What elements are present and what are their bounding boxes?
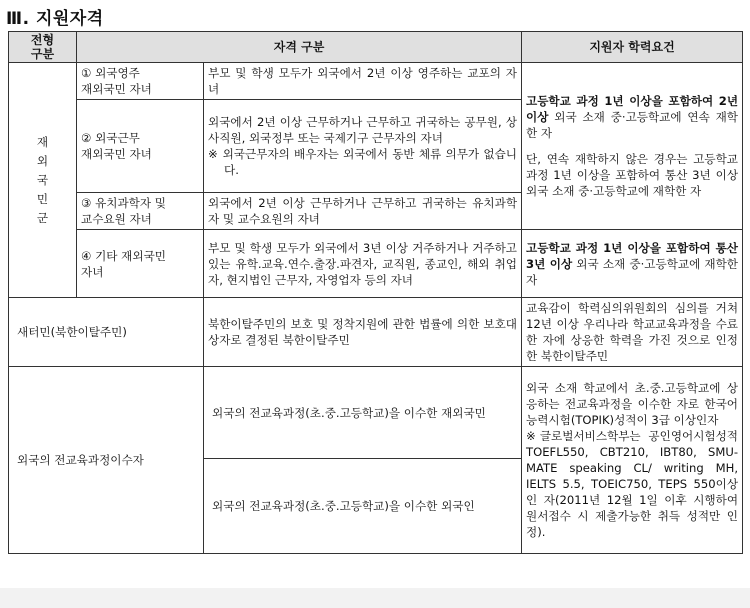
qualification-note: ※ 외국근무자의 배우자는 외국에서 동반 체류 의무가 없습니다. xyxy=(208,147,518,177)
group-label-full-curriculum: 외국의 전교육과정이수자 xyxy=(9,367,204,554)
qualification-table xyxy=(8,31,743,554)
header-type: 전형 구분 xyxy=(9,32,77,63)
qualification-desc: 부모 및 학생 모두가 외국에서 2년 이상 영주하는 교포의 자녀 xyxy=(204,63,522,100)
qualification-desc: 외국의 전교육과정(초.중.고등학교)을 이수한 외국인 xyxy=(204,459,522,554)
group-label-defector: 새터민(북한이탈주민) xyxy=(9,298,204,367)
section-heading: Ⅲ. 지원자격 xyxy=(6,9,104,29)
qualification-name: ② 외국근무 재외국민 자녀 xyxy=(77,100,204,193)
header-row xyxy=(9,32,743,63)
footer-bar xyxy=(0,588,750,608)
qualification-desc: 북한이탈주민의 보호 및 정착지원에 관한 법률에 의한 보호대상자로 결정된 북한이탈주민 xyxy=(204,298,522,367)
qualification-name: ③ 유치과학자 및 교수요원 자녀 xyxy=(77,193,204,230)
table-row xyxy=(9,230,743,298)
education-requirement: 고등학교 과정 1년 이상을 포함하여 2년 이상 외국 소재 중·고등학교에 연속 재학한 자 단, 연속 재학하지 않은 경우는 고등학교 과정 1년 이상을 포함하여 통산 3년 이상 외국 소재 중·고등학교에 재학한 자 xyxy=(522,63,743,230)
header-education: 지원자 학력요건 xyxy=(522,32,743,63)
table-row xyxy=(9,298,743,367)
qualification-desc: 외국에서 2년 이상 근무하거나 근무하고 귀국하는 공무원, 상사직원, 외국정부 또는 국제기구 근무자의 자녀 ※ 외국근무자의 배우자는 외국에서 동반 체류 의무가 없습니다. xyxy=(204,100,522,193)
education-requirement: 고등학교 과정 1년 이상을 포함하여 통산 3년 이상 외국 소재 중·고등학교에 재학한 자 xyxy=(522,230,743,298)
table-row xyxy=(9,367,743,459)
header-qualification: 자격 구분 xyxy=(77,32,522,63)
qualification-desc: 외국에서 2년 이상 근무하거나 근무하고 귀국하는 유치과학자 및 교수요원의 자녀 xyxy=(204,193,522,230)
group-label-overseas: 재 외 국 민 군 xyxy=(9,63,77,298)
education-requirement: 외국 소재 학교에서 초.중.고등학교에 상응하는 전교육과정을 이수한 자로 한국어능력시험(TOPIK)성적이 3급 이상인자 ※글로벌서비스학부는 공인영어시험성적 TOEFL550, CBT210, IBT80, SMU-MATE speaking CL/ writing MH, IELTS 5.5, TOEIC750, TEPS 550이상인 자(2011년 12월 1일 이후 시행하여 원서접수 시 제출가능한 취득 성적만 인정). xyxy=(522,367,743,554)
qualification-desc: 외국의 전교육과정(초.중.고등학교)을 이수한 재외국민 xyxy=(204,367,522,459)
education-requirement: 교육감이 학력심의위원회의 심의를 거쳐 12년 이상 우리나라 학교교육과정을 수료한 자에 상응한 학력을 가진 것으로 인정한 북한이탈주민 xyxy=(522,298,743,367)
qualification-desc: 부모 및 학생 모두가 외국에서 3년 이상 거주하거나 거주하고 있는 유학.교육.연수.출장.파견자, 교직원, 종교인, 해외 취업자, 현지법인 근무자, 자영업자 등의 자녀 xyxy=(204,230,522,298)
qualification-name: ① 외국영주 재외국민 자녀 xyxy=(77,63,204,100)
qualification-name: ④ 기타 재외국민 자녀 xyxy=(77,230,204,298)
table-row xyxy=(9,63,743,100)
